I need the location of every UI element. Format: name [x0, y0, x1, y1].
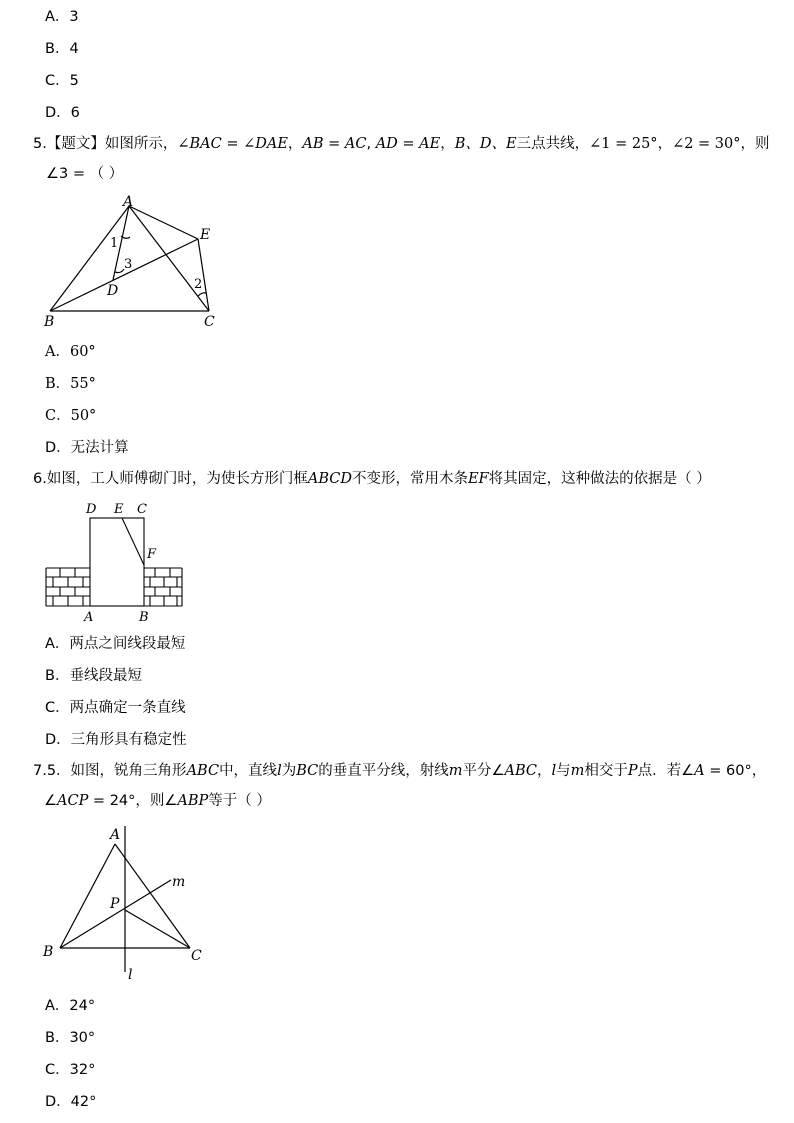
q5-sep3: ，	[440, 136, 455, 152]
q7-angle-a: A	[694, 763, 705, 779]
q5-label-3: 3	[124, 257, 133, 272]
q6-label-a: A	[84, 610, 94, 625]
q5-label-e: E	[200, 227, 211, 243]
q6-label-c: C	[137, 502, 147, 517]
q5-angle2: ∠2 = 30°	[672, 136, 741, 152]
q6-label-b: B	[139, 610, 149, 625]
q7-ray-m-2: m	[570, 763, 585, 779]
q5-cond1: ∠BAC = ∠DAE	[177, 136, 288, 152]
q6-bar-ef	[122, 518, 144, 565]
q7-text-9: 点．若∠	[637, 763, 695, 779]
q7-line-pc	[125, 910, 190, 948]
q7-text-2: 中，直线	[219, 763, 278, 779]
q7-stem-line2	[44, 792, 271, 810]
q6-left-wall	[46, 568, 90, 606]
q7-label-p: P	[110, 896, 120, 912]
q6-label-f: F	[147, 547, 157, 562]
q7-line2-c: 等于（ ）	[208, 793, 271, 809]
q4-option-b[interactable]: B．4	[45, 41, 79, 57]
q6-right-wall	[144, 568, 182, 606]
q5-sep2: ,	[366, 136, 376, 152]
q7-label-a: A	[110, 827, 121, 843]
q5-label-1: 1	[110, 236, 119, 251]
q5-line-ac	[129, 206, 209, 311]
q5-angle2-arc	[198, 293, 206, 296]
q7-option-d[interactable]: D．42°	[45, 1094, 97, 1110]
q7-option-c[interactable]: C．32°	[45, 1062, 96, 1078]
q7-text-4: 的垂直平分线，射线	[318, 763, 449, 779]
q7-text-10: = 60°，	[704, 763, 767, 779]
q5-stem-prefix: 5.【题文】如图所示，	[33, 136, 178, 152]
q4-option-d[interactable]: D．6	[45, 105, 80, 121]
q6-frame-name: ABCD	[307, 471, 352, 487]
q7-line-ab	[60, 844, 115, 948]
q7-label-m: m	[172, 874, 186, 890]
q5-option-b[interactable]: B．55°	[45, 376, 96, 392]
q7-triangle-abc: ABC	[186, 763, 220, 779]
q5-angle3-arc	[115, 269, 124, 273]
q7-angle-acp: ACP	[57, 793, 89, 809]
q7-text-8: 相交于	[584, 763, 628, 779]
q7-ray-m	[60, 880, 171, 948]
q7-line-l: l	[277, 763, 282, 779]
q7-text-6: ，	[536, 763, 552, 779]
q7-line2-b: = 24°，则∠	[88, 793, 178, 809]
q7-point-p: P	[627, 763, 638, 779]
q6-bar-name: EF	[467, 471, 489, 487]
q7-line-ac	[115, 844, 190, 948]
q7-ray-m: m	[448, 763, 463, 779]
q5-line-ae	[129, 206, 198, 239]
q7-angle-abc: ABC	[504, 763, 537, 779]
q7-text-1: 7.5．如图，锐角三角形	[33, 763, 187, 779]
q6-option-a[interactable]: A．两点之间线段最短	[45, 636, 186, 652]
q7-text-7: 与	[556, 763, 571, 779]
q7-segment-bc: BC	[296, 763, 319, 779]
q5-tail: ，则	[740, 136, 770, 152]
q5-stem-line2: ∠3 = （ ）	[46, 166, 124, 182]
q5-line-be	[50, 239, 198, 311]
q6-option-c[interactable]: C．两点确定一条直线	[45, 700, 186, 716]
q7-stem-line1	[33, 762, 766, 780]
q7-line2-a: ∠	[44, 793, 57, 809]
q6-stem-tail: 将其固定，这种做法的依据是（ ）	[488, 471, 711, 487]
q6-label-e: E	[114, 502, 124, 517]
q7-option-b[interactable]: B．30°	[45, 1030, 96, 1046]
q5-option-a[interactable]: A．60°	[45, 344, 96, 360]
q7-label-l: l	[128, 967, 133, 983]
q7-text-5: 平分∠	[462, 763, 505, 779]
q5-cond2: AB = AC	[302, 136, 367, 152]
q6-stem-mid: 不变形，常用木条	[351, 471, 468, 487]
q5-cond3: AD = AE	[375, 136, 441, 152]
q7-figure	[38, 820, 218, 985]
q5-sep1: ，	[287, 136, 303, 152]
q6-door-frame	[90, 518, 144, 606]
q7-text-3: 为	[281, 763, 297, 779]
q6-figure	[40, 498, 190, 626]
q4-option-a[interactable]: A．3	[45, 9, 79, 25]
q5-figure	[38, 192, 228, 332]
q6-option-b[interactable]: B．垂线段最短	[45, 668, 142, 684]
q7-label-b: B	[43, 944, 54, 960]
q4-option-c[interactable]: C．5	[45, 73, 79, 89]
q7-option-a[interactable]: A．24°	[45, 998, 96, 1014]
q6-label-d: D	[86, 502, 97, 517]
q5-sep4: ，	[657, 136, 673, 152]
q6-stem	[33, 470, 711, 488]
q5-label-c: C	[204, 314, 215, 330]
q5-option-d[interactable]: D．无法计算	[45, 440, 129, 456]
q5-label-d: D	[107, 283, 119, 299]
q5-option-c[interactable]: C．50°	[45, 408, 97, 424]
q5-cond4: B、D、E	[454, 136, 517, 152]
q5-label-b: B	[44, 314, 55, 330]
q7-line-l-2: l	[551, 763, 557, 779]
q7-label-c: C	[191, 948, 202, 964]
q6-stem-prefix: 6.如图，工人师傅砌门时，为使长方形门框	[33, 471, 308, 487]
q5-stem-line1	[33, 135, 770, 153]
q5-angle1: ∠1 = 25°	[589, 136, 658, 152]
q5-label-2: 2	[194, 277, 203, 292]
q5-label-a: A	[123, 194, 134, 210]
q6-option-d[interactable]: D．三角形具有稳定性	[45, 732, 187, 748]
q7-angle-abp: ABP	[177, 793, 209, 809]
q5-line-ec	[198, 239, 209, 311]
q5-collinear: 三点共线，	[516, 136, 590, 152]
